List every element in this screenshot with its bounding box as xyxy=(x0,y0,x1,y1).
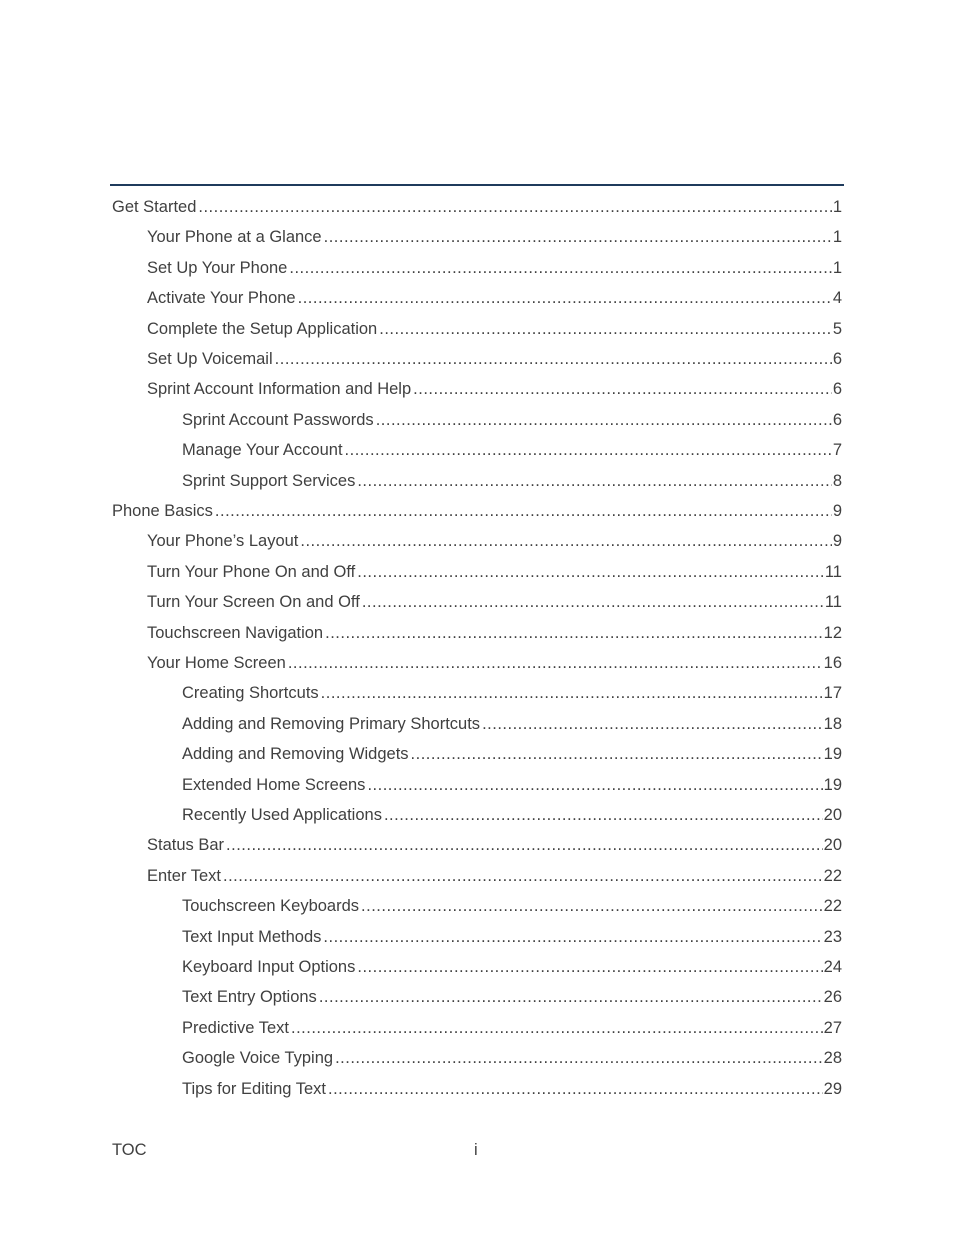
toc-entry-page: 29 xyxy=(823,1079,842,1098)
toc-entry[interactable] xyxy=(147,373,842,399)
toc-entry-title: Keyboard Input Options xyxy=(182,958,356,976)
footer-page-number: i xyxy=(474,1141,478,1159)
toc-dot-leader xyxy=(226,835,823,855)
toc-entry[interactable] xyxy=(182,738,842,764)
toc-entry[interactable] xyxy=(147,343,842,369)
toc-entry-page: 1 xyxy=(832,258,842,277)
toc-entry-title: Turn Your Screen On and Off xyxy=(147,593,360,612)
toc-entry-page: 19 xyxy=(823,745,842,764)
toc-entry-title: Extended Home Screens xyxy=(182,775,366,794)
toc-dot-leader xyxy=(324,227,832,247)
toc-entry[interactable] xyxy=(182,769,842,795)
toc-dot-leader xyxy=(357,471,831,491)
toc-entry[interactable] xyxy=(182,799,842,825)
toc-entry-page: 11 xyxy=(824,562,842,581)
toc-entry-title: Get Started xyxy=(112,198,197,216)
toc-entry-page: 18 xyxy=(823,714,842,733)
toc-entry-page: 26 xyxy=(823,988,842,1007)
toc-dot-leader xyxy=(298,288,832,308)
toc-entry-page: 1 xyxy=(832,228,842,247)
toc-entry[interactable] xyxy=(112,191,842,217)
toc-entry[interactable] xyxy=(182,404,842,430)
toc-dot-leader xyxy=(215,501,832,521)
footer-section-label: TOC xyxy=(112,1141,147,1159)
toc-dot-leader xyxy=(288,653,823,673)
toc-entry[interactable] xyxy=(147,221,842,247)
toc-entry[interactable] xyxy=(182,1042,842,1068)
toc-dot-leader xyxy=(291,1018,823,1038)
toc-entry[interactable] xyxy=(182,708,842,734)
toc-entry-title: Sprint Account Passwords xyxy=(182,410,374,429)
toc-entry[interactable] xyxy=(147,617,842,643)
toc-dot-leader xyxy=(357,562,824,582)
toc-entry-title: Enter Text xyxy=(147,866,221,885)
toc-entry-title: Your Home Screen xyxy=(147,654,286,672)
toc-entry-title: Sprint Support Services xyxy=(182,471,356,490)
toc-entry[interactable] xyxy=(182,981,842,1007)
toc-entry-page: 6 xyxy=(832,350,842,368)
toc-entry[interactable] xyxy=(147,860,842,886)
toc-entry-title: Phone Basics xyxy=(112,502,213,520)
toc-entry-page: 22 xyxy=(823,897,842,916)
toc-dot-leader xyxy=(323,927,822,947)
toc-dot-leader xyxy=(335,1048,823,1068)
toc-dot-leader xyxy=(376,410,832,430)
toc-dot-leader xyxy=(328,1079,823,1099)
toc-dot-leader xyxy=(198,197,831,217)
toc-entry-title: Text Input Methods xyxy=(182,927,322,946)
toc-dot-leader xyxy=(362,592,824,612)
toc-entry-title: Tips for Editing Text xyxy=(182,1079,326,1098)
toc-dot-leader xyxy=(325,623,823,643)
toc-entry-title: Text Entry Options xyxy=(182,988,317,1007)
toc-entry-title: Set Up Your Phone xyxy=(147,258,288,277)
toc-entry-title: Manage Your Account xyxy=(182,441,343,460)
toc-entry-page: 7 xyxy=(832,441,842,460)
toc-entry[interactable] xyxy=(182,890,842,916)
toc-entry-page: 22 xyxy=(823,866,842,885)
toc-entry-page: 17 xyxy=(823,684,842,703)
toc-entry-title: Your Phone’s Layout xyxy=(147,532,299,551)
toc-entry-page: 12 xyxy=(823,623,842,642)
toc-entry-page: 20 xyxy=(823,806,842,824)
toc-entry-title: Status Bar xyxy=(147,836,225,855)
toc-entry-page: 1 xyxy=(832,198,842,216)
toc-entry-title: Recently Used Applications xyxy=(182,806,382,824)
toc-entry[interactable] xyxy=(147,829,842,855)
toc-entry[interactable] xyxy=(147,586,842,612)
toc-entry[interactable] xyxy=(182,434,842,460)
toc-entry[interactable] xyxy=(182,951,842,977)
toc-entry[interactable] xyxy=(182,465,842,491)
toc-entry-page: 8 xyxy=(832,471,842,490)
toc-entry-title: Complete the Setup Application xyxy=(147,319,378,338)
toc-entry[interactable] xyxy=(147,525,842,551)
toc-entry-title: Activate Your Phone xyxy=(147,289,296,308)
toc-dot-leader xyxy=(300,531,831,551)
toc-entry-page: 11 xyxy=(824,593,842,612)
toc-entry-page: 9 xyxy=(832,532,842,551)
toc-entry[interactable] xyxy=(182,677,842,703)
toc-dot-leader xyxy=(319,987,823,1007)
toc-entry-page: 28 xyxy=(823,1049,842,1068)
toc-dot-leader xyxy=(367,775,822,795)
toc-dot-leader xyxy=(223,866,823,886)
toc-entry[interactable] xyxy=(182,1073,842,1099)
toc-entry-page: 24 xyxy=(823,958,842,976)
toc-entry[interactable] xyxy=(182,921,842,947)
toc-entry-page: 6 xyxy=(832,380,842,399)
toc-entry-page: 9 xyxy=(832,502,842,520)
toc-entry-page: 19 xyxy=(823,775,842,794)
toc-dot-leader xyxy=(357,957,822,977)
toc-entry-title: Creating Shortcuts xyxy=(182,684,319,703)
toc-dot-leader xyxy=(384,805,823,825)
toc-entry[interactable] xyxy=(147,282,842,308)
toc-entry[interactable] xyxy=(147,647,842,673)
toc-entry-page: 16 xyxy=(823,654,842,672)
toc-entry[interactable] xyxy=(112,495,842,521)
toc-entry-title: Set Up Voicemail xyxy=(147,350,273,368)
toc-dot-leader xyxy=(289,258,831,278)
toc-dot-leader xyxy=(379,319,832,339)
toc-entry-page: 20 xyxy=(823,836,842,855)
toc-dot-leader xyxy=(482,714,823,734)
toc-entry[interactable] xyxy=(147,556,842,582)
header-rule xyxy=(110,184,844,186)
toc-dot-leader xyxy=(345,440,832,460)
toc-entry-page: 23 xyxy=(823,927,842,946)
toc-dot-leader xyxy=(275,349,832,369)
toc-dot-leader xyxy=(321,683,823,703)
toc-entry[interactable] xyxy=(182,1012,842,1038)
toc-dot-leader xyxy=(411,744,823,764)
toc-entry-page: 4 xyxy=(832,289,842,308)
toc-entry-title: Turn Your Phone On and Off xyxy=(147,562,356,581)
toc-dot-leader xyxy=(361,896,823,916)
toc-entry-title: Touchscreen Navigation xyxy=(147,623,324,642)
toc-entry-title: Google Voice Typing xyxy=(182,1049,334,1068)
toc-dot-leader xyxy=(413,379,832,399)
toc-entry-title: Predictive Text xyxy=(182,1018,289,1037)
toc-entry-page: 27 xyxy=(823,1018,842,1037)
toc-entry-page: 6 xyxy=(832,410,842,429)
toc-entry-title: Sprint Account Information and Help xyxy=(147,380,412,399)
toc-entry-page: 5 xyxy=(832,319,842,338)
toc-entry-title: Touchscreen Keyboards xyxy=(182,897,360,916)
toc-entry-title: Adding and Removing Widgets xyxy=(182,745,409,764)
toc-entry[interactable] xyxy=(147,313,842,339)
toc-entry[interactable] xyxy=(147,252,842,278)
toc-entry-title: Your Phone at a Glance xyxy=(147,228,322,247)
toc-entry-title: Adding and Removing Primary Shortcuts xyxy=(182,714,481,733)
